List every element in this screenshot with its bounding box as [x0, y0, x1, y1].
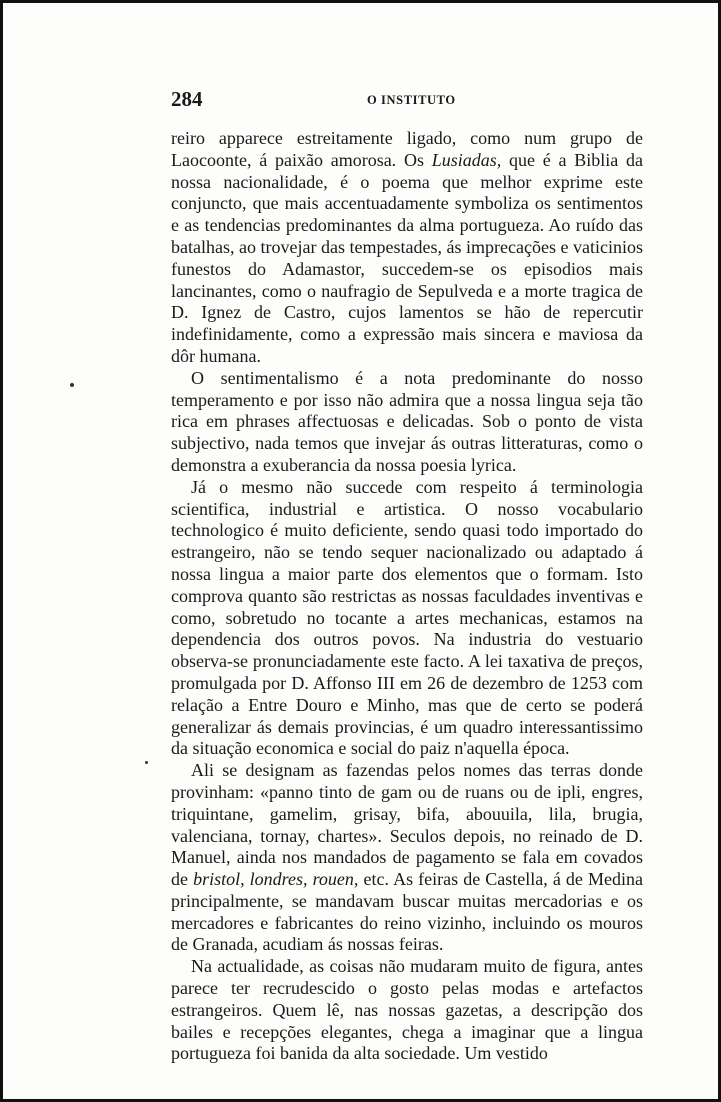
paragraph [171, 368, 643, 477]
paragraph [171, 128, 643, 368]
page-header [171, 87, 641, 115]
text-run: O sentimentalismo é a nota predominante do nosso temperamento e por isso não admira que a nossa lingua seja tão rica em phrases affectuosas e delicadas. Sob o ponto de vista subjectivo, nada temos que invejar ás outras litteraturas, como o demonstra a exuberancia da nossa poesia lyrica. [171, 367, 643, 475]
body-text [171, 128, 643, 1065]
italic-text: bristol, londres, rouen, [193, 869, 359, 890]
paragraph [171, 956, 643, 1065]
paragraph [171, 477, 643, 760]
text-run: Na actualidade, as coisas não mudaram muito de figura, antes parece ter recrudescido o gosto pelas modas e artefactos estrangeiros. Quem lê, nas nossas gazetas, a descripção dos bailes e recepções elegantes, chega a imaginar que a lingua portugueza foi banida da alta sociedade. Um vestido [171, 956, 643, 1064]
text-run: Já o mesmo não succede com respeito á terminologia scientifica, industrial e artistica. O nosso vocabulario technologico é muito deficiente, sendo quasi todo importado do estrangeiro, não se tendo sequer nacionalizado ou adaptado á nossa lingua a maior parte dos elementos que o formam. Isto comprova quanto são restrictas as nossas faculdades inventivas e como, sobretudo no tocante a artes mechanicas, estamos na dependencia dos outros povos. Na industria do vestuario observa-se pronunciadamente este facto. A lei taxativa de preços, promulgada por D. Affonso III em 26 de dezembro de 1253 com relação a Entre Douro e Minho, mas que de certo se poderá generalizar ás demais provincias, é um quadro interessantissimo da situação economica e social do paiz n'aquella época. [171, 476, 643, 759]
print-speck [145, 761, 148, 764]
text-run: Ali se designam as fazendas pelos nomes das terras donde provinham: «panno tinto de gam ou de ruans ou de ipli, engres, triquintane, gamelim, grisay, bifa, abouuila, lila, brugia, valenciana, tornay, chartes». Seculos depois, no reinado de D. Manuel, ainda nos mandados de pagamento se fala em covados de [171, 760, 643, 890]
running-title: O INSTITUTO [367, 93, 456, 107]
paragraph [171, 760, 643, 956]
text-run: que é a Biblia da nossa nacionalidade, é o poema que melhor exprime este conjuncto, que mais accentuadamente symboliza os sentimentos e as tendencias predominantes da alma portugueza. Ao ruído das batalhas, ao trovejar das tempestades, ás imprecações e vaticinios funestos do Adamastor, succedem-se os episodios mais lancinantes, como o naufragio de Sepulveda e a morte tragica de D. Ignez de Castro, cujos lamentos se hão de repercutir indefinidamente, como a expressão mais sincera e maviosa da dôr humana. [171, 149, 643, 366]
text-run: etc. As feiras de Castella, á de Medina principalmente, se mandavam buscar muitas mercadorias e os mercadores e fabricantes do reino vizinho, incluindo os mouros de Granada, acudiam ás nossas feiras. [171, 869, 643, 955]
italic-text: Lusiadas, [431, 149, 502, 170]
page-number: 284 [171, 87, 203, 111]
print-speck [70, 383, 74, 387]
text-run: reiro apparece estreitamente ligado, como num grupo de Laocoonte, á paixão amorosa. Os [171, 128, 643, 170]
